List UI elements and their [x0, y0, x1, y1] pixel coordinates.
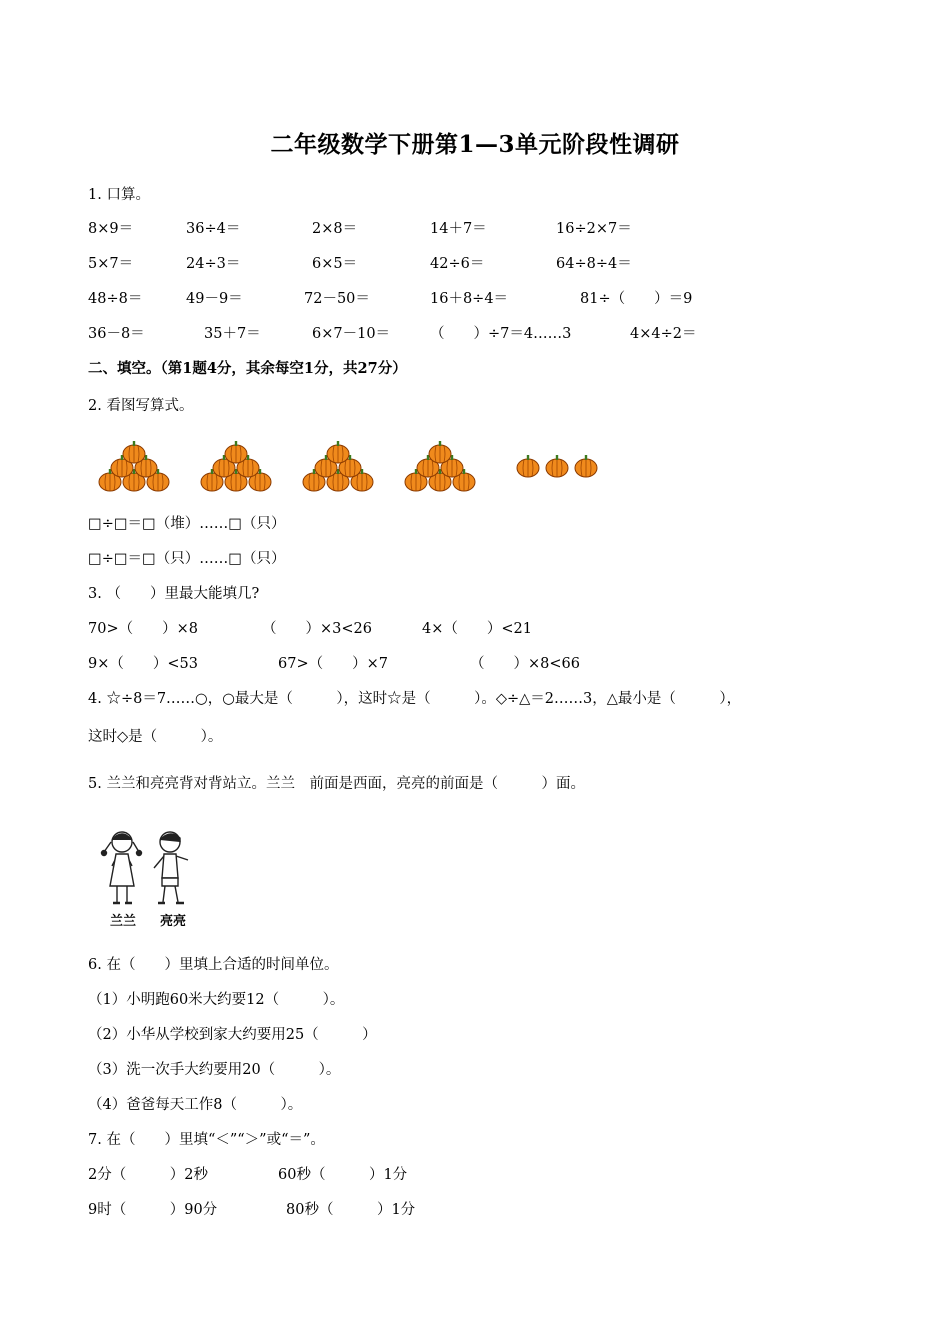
q3-heading: 3. （ ）里最大能填几? [88, 586, 260, 602]
q3-cell: （ ）×8<66 [470, 656, 580, 672]
q1-cell: 6×7－10＝ [312, 326, 391, 342]
q3-cell: 4×（ ）<21 [422, 621, 532, 637]
q1-cell: 8×9＝ [88, 221, 134, 237]
q3-cell: 67>（ ）×7 [278, 656, 388, 672]
section-heading: 二、填空。（第1题4分，其余每空1分，共27分） [88, 360, 407, 377]
q1-cell: 49－9＝ [186, 291, 243, 307]
q6-item: （2）小华从学校到家大约要用25（ ） [88, 1027, 377, 1043]
q1-row-1 [88, 219, 888, 239]
q1-cell: 6×5＝ [312, 256, 358, 272]
q6-item: （3）洗一次手大约要用20（ ）。 [88, 1062, 341, 1078]
q1-row-4 [88, 324, 888, 344]
boy-figure [154, 832, 188, 903]
pumpkin-pile [201, 441, 271, 491]
q7-cell: 60秒（ ）1分 [278, 1167, 408, 1183]
q3-cell: 9×（ ）<53 [88, 656, 198, 672]
q1-row-3 [88, 289, 888, 309]
q1-cell: 36－8＝ [88, 326, 145, 342]
q1-cell: 4×4÷2＝ [630, 326, 697, 342]
q3-cell: （ ）×3<26 [262, 621, 372, 637]
q2-line-2: □÷□＝□（只）……□（只） [88, 551, 286, 567]
pumpkin-pile [99, 441, 169, 491]
label-liangliang: 亮亮 [160, 914, 187, 929]
q1-cell: 24÷3＝ [186, 256, 241, 272]
q7-cell: 80秒（ ）1分 [286, 1202, 416, 1218]
pumpkin-illustration [96, 438, 606, 498]
q4-line-2: 这时◇是（ ）。 [88, 729, 223, 745]
q1-cell: 42÷6＝ [430, 256, 485, 272]
q1-heading: 1. 口算。 [88, 187, 150, 203]
q3-row-2 [88, 654, 888, 674]
q1-cell: （ ）÷7＝4……3 [430, 326, 572, 342]
q1-cell: 64÷8÷4＝ [556, 256, 632, 272]
q2-heading: 2. 看图写算式。 [88, 398, 194, 414]
q7-heading: 7. 在（ ）里填“＜”“＞”或“＝”。 [88, 1132, 325, 1148]
q1-cell: 35＋7＝ [204, 326, 261, 342]
page-title: 二年级数学下册第1—3单元阶段性调研 [270, 131, 680, 158]
q1-cell: 14＋7＝ [430, 221, 487, 237]
children-illustration [98, 826, 198, 930]
q1-cell: 81÷（ ）＝9 [580, 291, 693, 307]
pumpkin-pile [405, 441, 475, 491]
q5-text: 5. 兰兰和亮亮背对背站立。兰兰 前面是西面，亮亮的前面是（ ）面。 [88, 776, 585, 792]
q4-line-1: 4. ☆÷8＝7……○，○最大是（ ），这时☆是（ ）。◇÷△＝2……3，△最小是（ ）， [88, 691, 742, 707]
q6-item: （1）小明跑60米大约要12（ ）。 [88, 992, 345, 1008]
q7-cell: 9时（ ）90分 [88, 1202, 218, 1218]
label-lanlan: 兰兰 [110, 914, 137, 929]
q7-cell: 2分（ ）2秒 [88, 1167, 208, 1183]
q1-cell: 16÷2×7＝ [556, 221, 632, 237]
girl-figure [102, 832, 142, 903]
q1-cell: 72－50＝ [304, 291, 370, 307]
pumpkin-pile [303, 441, 373, 491]
q3-cell: 70>（ ）×8 [88, 621, 198, 637]
q2-line-1: □÷□＝□（堆）……□（只） [88, 516, 286, 532]
q1-cell: 2×8＝ [312, 221, 358, 237]
q1-cell: 16＋8÷4＝ [430, 291, 509, 307]
q7-row-2 [88, 1200, 888, 1220]
q6-item: （4）爸爸每天工作8（ ）。 [88, 1097, 303, 1113]
q1-cell: 36÷4＝ [186, 221, 241, 237]
q7-row-1 [88, 1165, 888, 1185]
q1-cell: 5×7＝ [88, 256, 134, 272]
pumpkin-leftover [517, 455, 597, 477]
q3-row-1 [88, 619, 888, 639]
q1-cell: 48÷8＝ [88, 291, 143, 307]
q1-row-2 [88, 254, 888, 274]
q6-heading: 6. 在（ ）里填上合适的时间单位。 [88, 957, 339, 973]
